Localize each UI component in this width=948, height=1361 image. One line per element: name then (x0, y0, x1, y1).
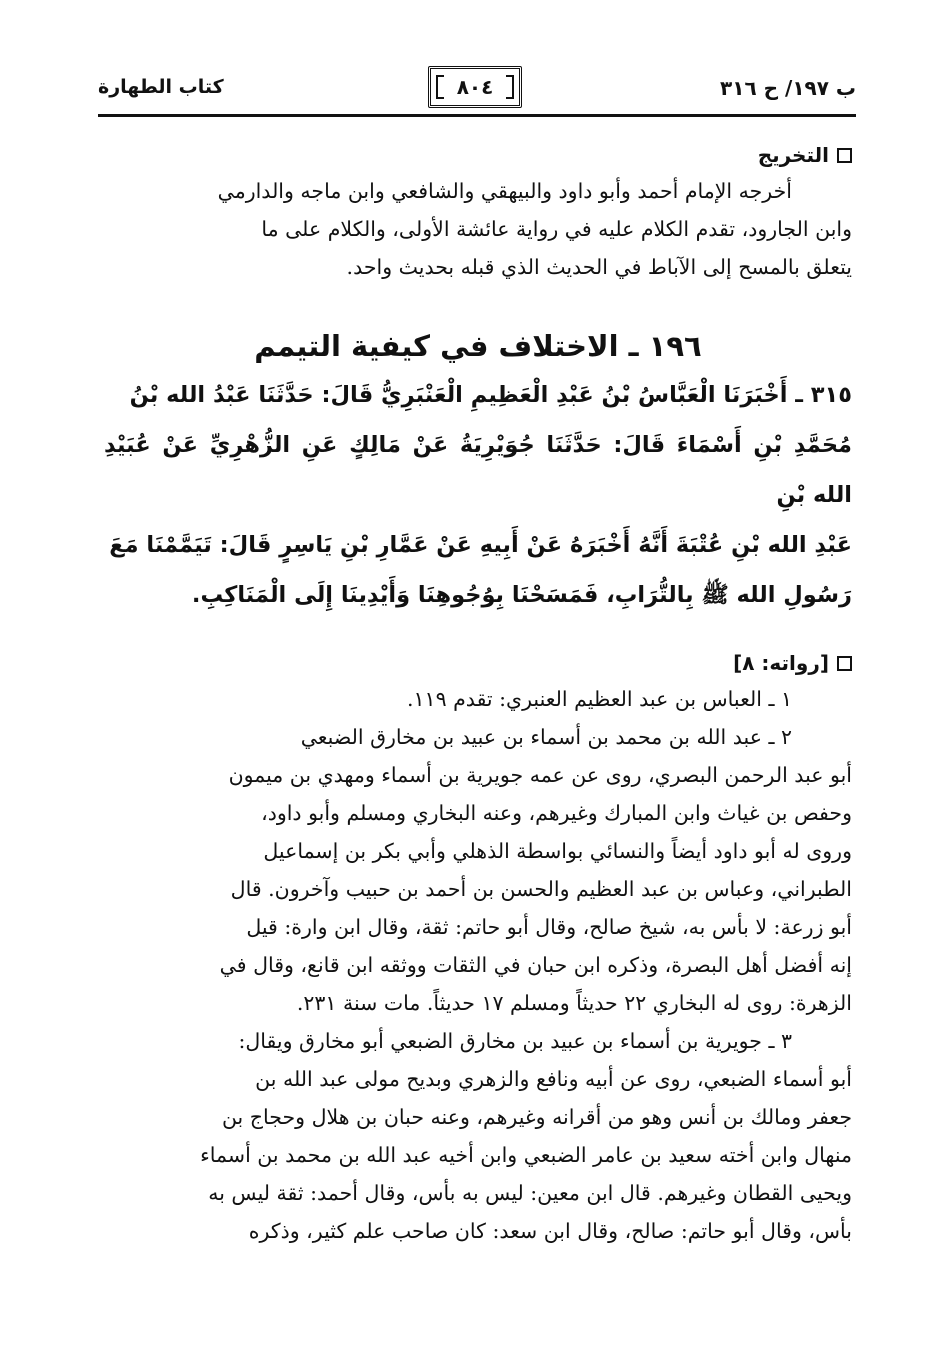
narrator-1 (104, 680, 852, 718)
text-line: أبو عبد الرحمن البصري، روى عن عمه جويرية بن أسماء ومهدي بن ميمون (228, 763, 852, 787)
page-content (104, 138, 852, 1250)
hadith-line: رَسُولِ الله ﷺ بِالتُّرَابِ، فَمَسَحْنَا بِوُجُوهِنَا وَأَيْدِينَا إِلَى الْمَنَاكِبِ. (191, 582, 852, 608)
hadith-line: مُحَمَّدِ بْنِ أَسْمَاءَ قَالَ: حَدَّثَنَا جُوَيْرِيَةُ عَنْ مَالِكٍ عَنِ الزُّهْرِيِّ عَنْ عُبَيْدِ الله بْنِ (104, 432, 852, 508)
text-line: ويحيى القطان وغيرهم. قال ابن معين: ليس به بأس، وقال أحمد: ثقة ليس به (208, 1181, 852, 1205)
text-line: وحفص بن غياث وابن المبارك وغيرهم، وعنه البخاري ومسلم وأبو داود، (261, 801, 852, 825)
takhrij-heading (104, 138, 852, 172)
text-line: منهال وابن أخته سعيد بن عامر الضبعي وابن أخيه عبد الله بن محمد بن أسماء (200, 1143, 852, 1167)
hadith-text (104, 370, 852, 620)
takhrij-paragraph (104, 172, 852, 286)
text-line: يتعلق بالمسح إلى الآباط في الحديث الذي قبله بحديث واحد. (346, 255, 852, 279)
book-title: كتاب الطهارة (98, 76, 224, 98)
text-line: بأس، وقال أبو حاتم: صالح، وقال ابن سعد: كان صاحب علم كثير، وذكره (248, 1219, 852, 1243)
text-line: الطبراني، وعباس بن عبد العظيم والحسن بن أحمد بن حبيب وآخرون. قال (230, 877, 852, 901)
text-line: أبو زرعة: لا بأس به، شيخ صالح، وقال أبو حاتم: ثقة، وقال ابن وارة: قيل (246, 915, 852, 939)
text-line: الزهرة: روى له البخاري ٢٢ حديثاً ومسلم ١٧ حديثاً. مات سنة ٢٣١. (296, 991, 852, 1015)
narrator-3 (104, 1022, 852, 1250)
text-line: ٣ ـ جويرية بن أسماء بن عبيد بن مخارق الضبعي أبو مخارق ويقال: (238, 1029, 792, 1053)
chapter-reference: ب ١٩٧/ ح ٣١٦ (720, 76, 856, 100)
takhrij-heading-text: التخريج (757, 143, 829, 167)
text-line: جعفر ومالك بن أنس وهو من أقرانه وغيرهم، وعنه حبان بن هلال وحجاج بن (221, 1105, 852, 1129)
header-rule (98, 114, 856, 117)
page-number: ٨٠٤ (428, 66, 522, 108)
narrator-2 (104, 718, 852, 1022)
square-bullet-icon (837, 656, 852, 671)
page-header (98, 70, 856, 112)
hadith-line: ٣١٥ ـ أَخْبَرَنَا الْعَبَّاسُ بْنُ عَبْدِ الْعَظِيمِ الْعَنْبَرِيُّ قَالَ: حَدَّثَنَا عَبْدُ الله بْنُ (129, 382, 852, 408)
narrators-heading-text: [رواته: ٨] (733, 651, 829, 675)
text-line: إنه أفضل أهل البصرة، وذكره ابن حبان في الثقات ووثقه ابن قانع، وقال في (219, 953, 852, 977)
text-line: ١ ـ العباس بن عبد العظيم العنبري: تقدم ١١٩. (407, 687, 792, 711)
narrators-heading (104, 646, 852, 680)
square-bullet-icon (837, 148, 852, 163)
text-line: أخرجه الإمام أحمد وأبو داود والبيهقي والشافعي وابن ماجه والدارمي (217, 179, 792, 203)
hadith-line: عَبْدِ الله بْنِ عُتْبَةَ أَنَّهُ أَخْبَرَهُ عَنْ أَبِيهِ عَنْ عَمَّارِ بْنِ يَاسِرٍ قَالَ: تَيَمَّمْنَا مَعَ (109, 532, 852, 558)
text-line: أبو أسماء الضبعي، روى عن أبيه ونافع والزهري وبديح مولى عبد الله بن (255, 1067, 852, 1091)
text-line: وابن الجارود، تقدم الكلام عليه في رواية عائشة الأولى، والكلام على ما (261, 217, 852, 241)
text-line: وروى له أبو داود أيضاً والنسائي بواسطة الذهلي وأبي بكر بن إسماعيل (263, 839, 852, 863)
text-line: ٢ ـ عبد الله بن محمد بن أسماء بن عبيد بن مخارق الضبعي (300, 725, 792, 749)
chapter-title: ١٩٦ ـ الاختلاف في كيفية التيمم (254, 329, 702, 363)
